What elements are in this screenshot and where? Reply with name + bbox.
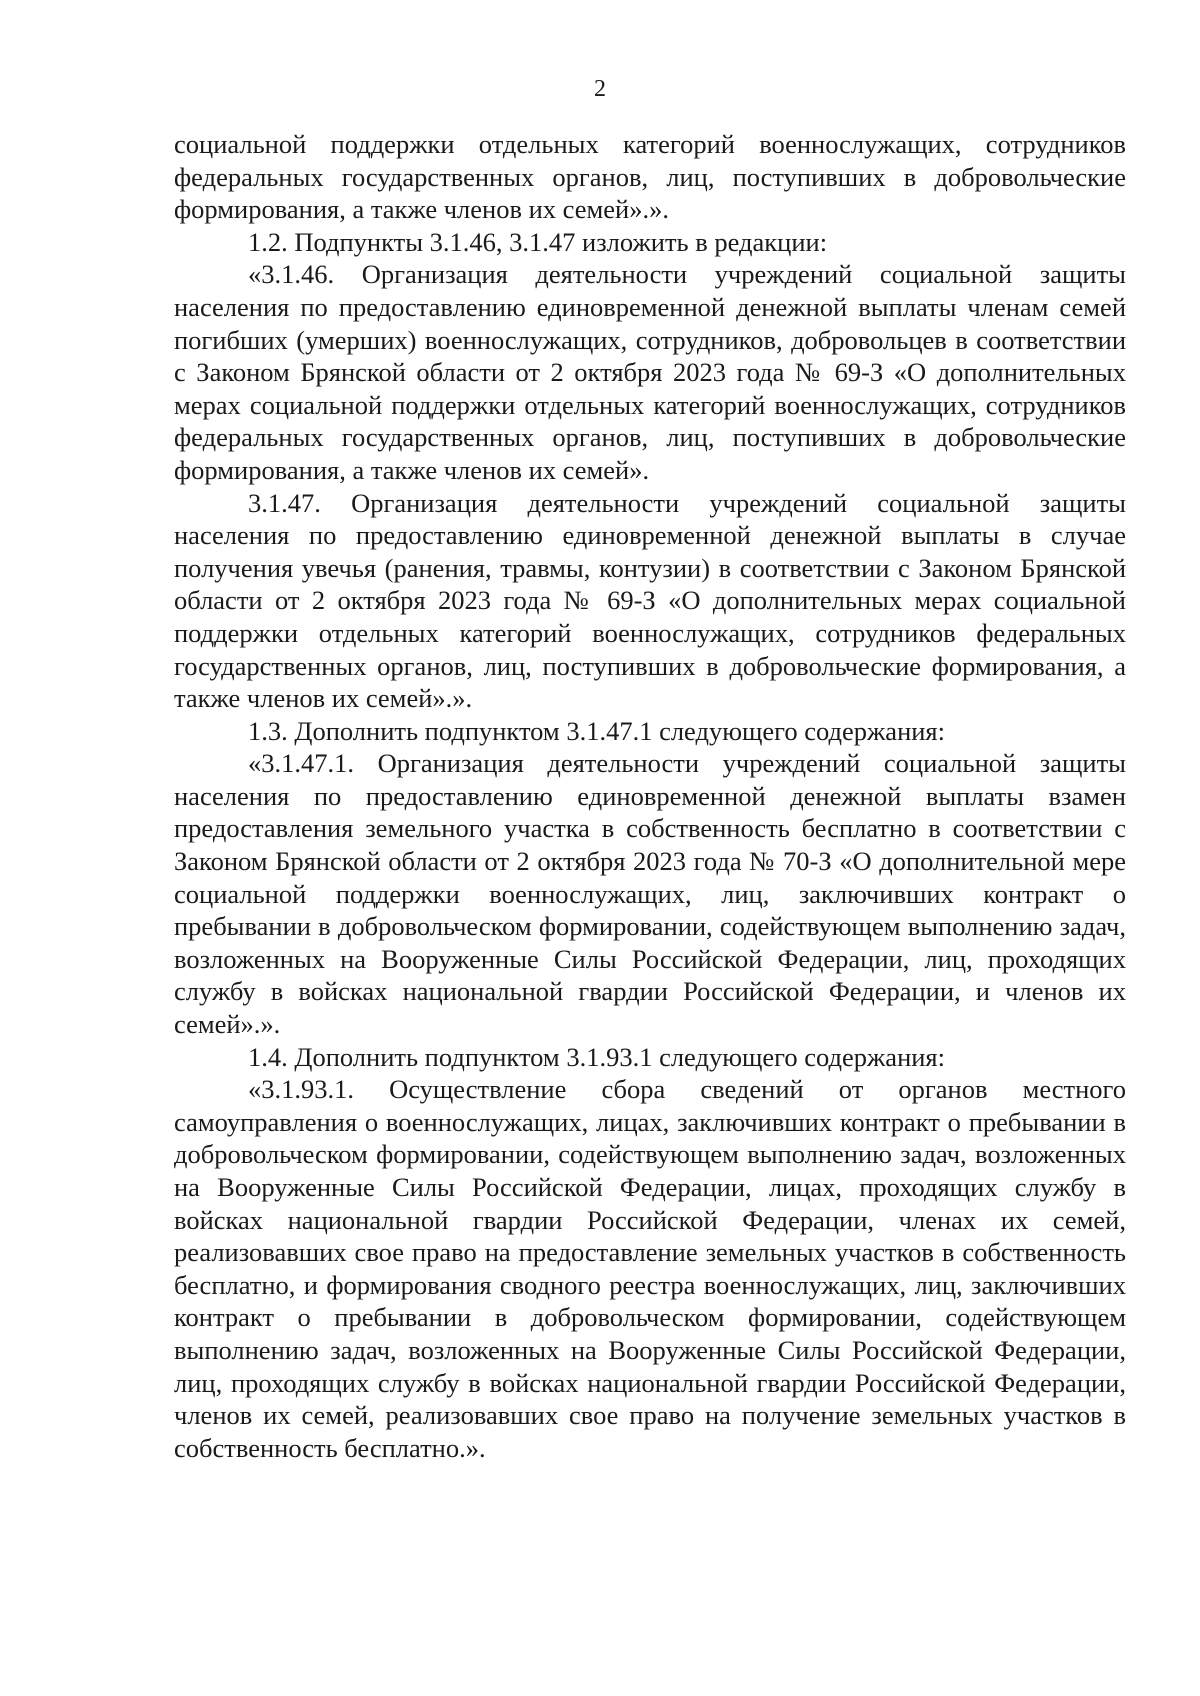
paragraph-item-3-1-47-1: «3.1.47.1. Организация деятельности учреждений социальной защиты населения по предоставлению единовременной денежной выплаты взамен предоставления земельного участка в собственность бесплатно в соответствии с Законом Брянской области от 2 октября 2023 года № 70-З «О дополнительной мере социальной поддержки военнослужащих, лиц, заключивших контракт о пребывании в добровольческом формировании, содействующем выполнению задач, возложенных на Вооруженные Силы Российской Федерации, лиц, проходящих службу в войсках национальной гвардии Российской Федерации, и членов их семей».». [174, 748, 1126, 1040]
paragraph-item-1-4: 1.4. Дополнить подпунктом 3.1.93.1 следующего содержания: [248, 1041, 945, 1072]
paragraph-item-3-1-93-1: «3.1.93.1. Осуществление сбора сведений от органов местного самоуправления о военнослужащих, лицах, заключивших контракт о пребывании в добровольческом формировании, содействующем выполнению задач, возложенных на Вооруженные Силы Российской Федерации, лицах, проходящих службу в войсках национальной гвардии Российской Федерации, членах их семей, реализовавших свое право на предоставление земельных участков в собственность бесплатно, и формирования сводного реестра военнослужащих, лиц, заключивших контракт о пребывании в добровольческом формировании, содействующем выполнению задач, возложенных на Вооруженные Силы Российской Федерации, лиц, проходящих службу в войсках национальной гвардии Российской Федерации, членов их семей, реализовавших свое право на получение земельных участков в собственность бесплатно.». [174, 1074, 1126, 1463]
document-body [174, 128, 1126, 1464]
paragraph-item-3-1-46: «3.1.46. Организация деятельности учреждений социальной защиты населения по предоставлению единовременной денежной выплаты членам семей погибших (умерших) военнослужащих, сотрудников, добровольцев в соответствии с Законом Брянской области от 2 октября 2023 года № 69-З «О дополнительных мерах социальной поддержки отдельных категорий военнослужащих, сотрудников федеральных государственных органов, лиц, поступивших в добровольческие формирования, а также членов их семей». [174, 259, 1126, 485]
paragraph-continuation: социальной поддержки отдельных категорий военнослужащих, сотрудников федеральных государственных органов, лиц, поступивших в добровольческие формирования, а также членов их семей».». [174, 129, 1126, 225]
paragraph-item-3-1-47: 3.1.47. Организация деятельности учреждений социальной защиты населения по предоставлению единовременной денежной выплаты в случае получения увечья (ранения, травмы, контузии) в соответствии с Законом Брянской области от 2 октября 2023 года № 69-З «О дополнительных мерах социальной поддержки отдельных категорий военнослужащих, сотрудников федеральных государственных органов, лиц, поступивших в добровольческие формирования, а также членов их семей».». [174, 487, 1126, 714]
paragraph-item-1-3: 1.3. Дополнить подпунктом 3.1.47.1 следующего содержания: [248, 715, 945, 746]
paragraph-item-1-2: 1.2. Подпункты 3.1.46, 3.1.47 изложить в редакции: [248, 226, 828, 257]
page-number: 2 [594, 76, 606, 102]
